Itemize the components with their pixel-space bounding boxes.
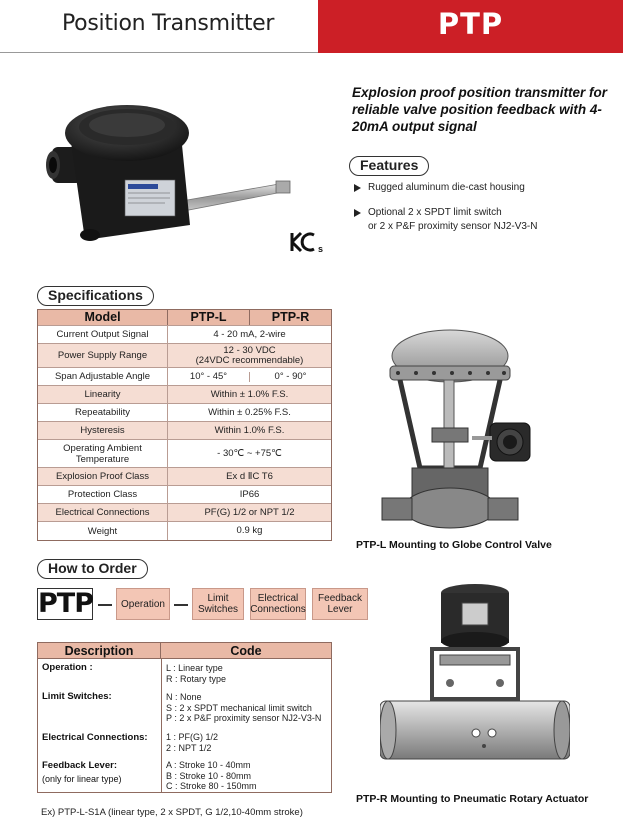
- description-label-electrical: Electrical Connections:: [42, 732, 148, 743]
- feature-item: [352, 181, 617, 195]
- code-item: N : None: [166, 692, 202, 702]
- spec-label-line: Temperature: [75, 453, 130, 465]
- spec-label: Protection Class: [38, 486, 168, 503]
- code-item: L : Linear type: [166, 663, 223, 673]
- code-item: 1 : PF(G) 1/2: [166, 732, 219, 742]
- code-list-operation: [166, 663, 226, 684]
- code-item: A : Stroke 10 - 40mm: [166, 760, 251, 770]
- svg-text:s: s: [318, 244, 324, 254]
- spec-label-line: Operating Ambient: [63, 442, 142, 454]
- spec-value: [168, 368, 331, 385]
- order-separator: [98, 604, 112, 606]
- spec-row: [38, 421, 331, 439]
- feature-item: [352, 206, 617, 234]
- bullet-arrow-icon: [354, 209, 361, 217]
- code-list-limit-switches: [166, 692, 321, 724]
- product-image: [30, 95, 330, 255]
- code-list-electrical: [166, 732, 218, 753]
- how-to-order-heading: How to Order: [37, 559, 148, 579]
- spec-header-model: Model: [38, 310, 168, 325]
- spec-value: Within ± 1.0% F.S.: [210, 388, 289, 400]
- order-box-label: Limit: [207, 593, 229, 604]
- order-box-electrical-connections: [250, 588, 306, 620]
- description-header-row: [38, 643, 331, 659]
- spec-row: [38, 367, 331, 385]
- spec-value-line: (24VDC recommendable): [195, 354, 304, 366]
- code-item: C : Stroke 80 - 150mm: [166, 781, 257, 791]
- column-divider: [161, 659, 162, 792]
- spec-row: [38, 503, 331, 521]
- code-header: Code: [230, 644, 262, 658]
- code-item: R : Rotary type: [166, 673, 227, 684]
- order-box-label: Feedback: [318, 593, 362, 604]
- order-description-table: [37, 642, 332, 793]
- spec-label: [38, 440, 168, 467]
- features-list: [352, 181, 617, 245]
- features-heading: Features: [349, 156, 429, 176]
- spec-value: 4 - 20 mA, 2-wire: [213, 328, 286, 340]
- code-item: P : 2 x P&F proximity sensor NJ2-V3-N: [166, 713, 322, 723]
- order-box-feedback-lever: [312, 588, 368, 620]
- description-sublabel-feedback-lever: (only for linear type): [42, 774, 122, 784]
- code-item: S : 2 x SPDT mechanical limit switch: [166, 702, 312, 713]
- header-code-bar: [318, 0, 623, 53]
- spec-header-ptp-r: PTP-R: [271, 310, 310, 324]
- specifications-table: [37, 309, 332, 541]
- order-box-label: Switches: [197, 604, 238, 615]
- feature-text: Rugged aluminum die-cast housing: [368, 182, 525, 193]
- spec-row: [38, 439, 331, 467]
- spec-value: IP66: [239, 488, 260, 500]
- spec-value: 0.9 kg: [236, 525, 263, 536]
- spec-row: [38, 485, 331, 503]
- spec-value: Within 1.0% F.S.: [214, 424, 285, 436]
- order-box-label: Connections: [250, 604, 306, 615]
- bullet-arrow-icon: [354, 184, 361, 192]
- order-box-label: Operation: [121, 598, 165, 610]
- mounting-caption-rotary: PTP-R Mounting to Pneumatic Rotary Actuator: [356, 793, 589, 805]
- description-label-feedback-lever: Feedback Lever:: [42, 760, 117, 771]
- order-box-limit-switches: [192, 588, 244, 620]
- spec-value-line: 12 - 30 VDC: [223, 344, 276, 356]
- spec-label: Weight: [38, 522, 168, 540]
- order-box-operation: [116, 588, 170, 620]
- globe-valve-image: [372, 328, 562, 533]
- order-box-label: Lever: [327, 604, 353, 615]
- spec-value: Within ± 0.25% F.S.: [208, 406, 291, 418]
- spec-label: Explosion Proof Class: [38, 468, 168, 485]
- spec-row: [38, 467, 331, 485]
- description-body: [38, 659, 331, 792]
- kc-certification-icon: [288, 230, 324, 254]
- spec-row: [38, 403, 331, 421]
- spec-value-ptp-l: 10° - 45°: [168, 372, 250, 382]
- description-label-operation: Operation :: [42, 662, 93, 673]
- spec-value: Ex d ⅡC T6: [226, 470, 273, 482]
- description-label-limit-switches: Limit Switches:: [42, 691, 112, 702]
- spec-row: [38, 343, 331, 367]
- page-title: Position Transmitter: [62, 11, 275, 36]
- header-title-bar: [0, 0, 318, 53]
- order-code-box: PTP: [38, 588, 93, 619]
- code-item: B : Stroke 10 - 80mm: [166, 770, 252, 781]
- spec-label: Repeatability: [38, 404, 168, 421]
- order-separator: [174, 604, 188, 606]
- mounting-caption-globe: PTP-L Mounting to Globe Control Valve: [356, 539, 552, 551]
- spec-header-ptp-l: PTP-L: [168, 310, 250, 325]
- spec-label: Span Adjustable Angle: [38, 368, 168, 385]
- code-item: 2 : NPT 1/2: [166, 742, 212, 753]
- spec-label: Electrical Connections: [38, 504, 168, 521]
- feature-text: Optional 2 x SPDT limit switch: [368, 207, 502, 218]
- description-header: Description: [38, 643, 161, 658]
- spec-value: PF(G) 1/2 or NPT 1/2: [204, 506, 295, 518]
- product-code: PTP: [437, 7, 504, 41]
- spec-header-row: [38, 310, 331, 325]
- specifications-heading: Specifications: [37, 286, 154, 306]
- order-example: Ex) PTP-L-S1A (linear type, 2 x SPDT, G 1/2,10-40mm stroke): [41, 807, 303, 818]
- code-list-feedback-lever: [166, 760, 257, 792]
- spec-label: Current Output Signal: [38, 326, 168, 343]
- feature-text-cont: or 2 x P&F proximity sensor NJ2-V3-N: [368, 221, 538, 232]
- spec-row: [38, 325, 331, 343]
- rotary-actuator-image: [380, 583, 570, 778]
- spec-row: [38, 385, 331, 403]
- spec-value: - 30℃ ~ +75℃: [217, 447, 282, 459]
- order-box-label: Electrical: [257, 593, 299, 604]
- product-tagline: Explosion proof position transmitter for reliable valve position feedback with 4-20mA output signal: [352, 85, 608, 134]
- spec-label: Hysteresis: [38, 422, 168, 439]
- spec-row: [38, 521, 331, 540]
- spec-value-ptp-r: 0° - 90°: [274, 370, 307, 382]
- spec-value: [168, 344, 331, 367]
- spec-label: Power Supply Range: [38, 344, 168, 367]
- spec-label: Linearity: [38, 386, 168, 403]
